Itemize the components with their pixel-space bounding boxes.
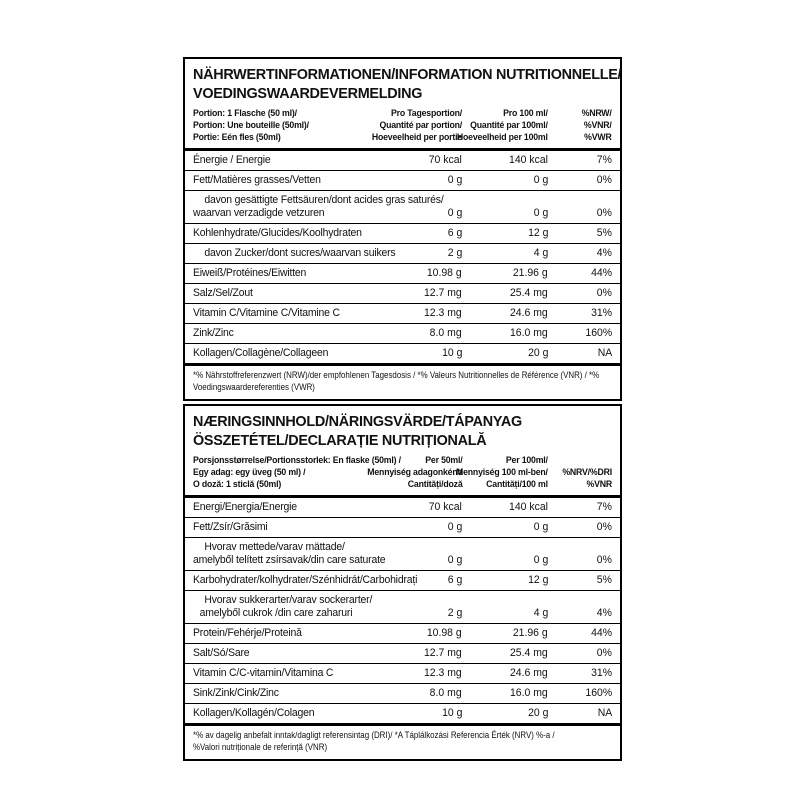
table1-title-line1: NÄHRWERTINFORMATIONEN/INFORMATION NUTRITIONNELLE/: [193, 66, 622, 83]
table-row-carbohydrate: Karbohydrater/kolhydrater/Szénhidrát/Carbohidrați 6 g 12 g 5%: [185, 570, 620, 590]
table2-per-50ml-header: Per 50ml/ Mennyiség adagonként/ Cantități/doză: [366, 455, 462, 490]
value-percent: 160%: [585, 327, 612, 339]
table-row-protein: Eiweiß/Protéines/Eiwitten 10.98 g 21.96 g 44%: [185, 263, 620, 283]
value-per-portion: 10.98 g: [427, 627, 462, 639]
value-per-100ml: 21.96 g: [513, 627, 548, 639]
table2-percent-header: %NRV/%DRI %VNR: [562, 467, 612, 490]
table2-per-100ml-header: Per 100ml/ Mennyiség 100 ml-ben/ Cantități/100 ml: [456, 455, 548, 490]
value-percent: 44%: [591, 267, 612, 279]
table-row-collagen: Kollagen/Collagène/Collageen 10 g 20 g NA: [185, 343, 620, 363]
table-row-saturated-fat: davon gesättigte Fettsäuren/dont acides gras saturés/ waarvan verzadigde vetzuren 0 g 0 g 0%: [185, 190, 620, 223]
value-per-100ml: 0 g: [533, 521, 548, 533]
value-percent: 0%: [596, 521, 612, 533]
value-percent: 31%: [591, 307, 612, 319]
table2-serving-size-header: Porsjonsstørrelse/Portionsstorlek: En flaske (50ml) / Egy adag: egy üveg (50 ml) / O doză: 1 sticlă (50ml): [193, 455, 401, 490]
table-row-sugars: davon Zucker/dont sucres/waarvan suikers 2 g 4 g 4%: [185, 243, 620, 263]
value-per-portion: 12.7 mg: [424, 287, 462, 299]
table2-footnote: *% av dagelig anbefalt inntak/dagligt referensintag (DRI)/ *A Táplálkozási Referencia Érték (NRV) %-a / %Valori nutriționale de referință (VNR): [193, 730, 555, 752]
value-per-100ml: 4 g: [533, 607, 548, 619]
value-per-100ml: 16.0 mg: [510, 327, 548, 339]
table2-title-line2: ÖSSZETÉTEL/DECLARAȚIE NUTRIȚIONALĂ: [193, 432, 487, 449]
value-per-100ml: 20 g: [527, 347, 548, 359]
table-row-energy: Energi/Energia/Energie 70 kcal 140 kcal 7%: [193, 501, 612, 513]
value-percent: 0%: [596, 174, 612, 186]
value-per-portion: 70 kcal: [428, 501, 462, 513]
value-per-100ml: 12 g: [527, 227, 548, 239]
value-per-portion: 12.3 mg: [424, 307, 462, 319]
table-row-salt: Salt/Só/Sare 12.7 mg 25.4 mg 0%: [185, 643, 620, 663]
value-per-100ml: 25.4 mg: [510, 647, 548, 659]
value-per-100ml: 21.96 g: [513, 267, 548, 279]
table-row-vitamin-c: Vitamin C/C-vitamin/Vitamina C 12.3 mg 24.6 mg 31%: [185, 663, 620, 683]
table-row-sugars: Hvorav sukkerarter/varav sockerarter/ amelyből cukrok /din care zaharuri 2 g 4 g 4%: [185, 590, 620, 623]
value-per-portion: 0 g: [447, 521, 462, 533]
value-per-portion: 0 g: [447, 174, 462, 186]
value-percent: NA: [597, 347, 612, 359]
nutrition-table-de-fr-nl: [183, 57, 622, 401]
value-percent: NA: [597, 707, 612, 719]
table1-per-100ml-header: Pro 100 ml/ Quantité par 100ml/ Hoeveelheid per 100ml: [457, 108, 548, 143]
table-row-collagen: Kollagen/Kollagén/Colagen 10 g 20 g NA: [185, 703, 620, 723]
value-per-portion: 12.3 mg: [424, 667, 462, 679]
value-per-100ml: 24.6 mg: [510, 667, 548, 679]
value-per-portion: 8.0 mg: [430, 327, 462, 339]
table-row-vitamin-c: Vitamin C/Vitamine C/Vitamine C 12.3 mg 24.6 mg 31%: [185, 303, 620, 323]
value-per-portion: 8.0 mg: [430, 687, 462, 699]
table1-serving-size-header: Portion: 1 Flasche (50 ml)/ Portion: Une bouteille (50ml)/ Portie: Eén fles (50ml): [193, 108, 309, 143]
table1-percent-header: %NRW/ %VNR/ %VWR: [581, 108, 612, 143]
nutrition-table-no-sv-hu-ro: [183, 404, 622, 761]
value-percent: 160%: [585, 687, 612, 699]
table-row-zinc: Sink/Zink/Cink/Zinc 8.0 mg 16.0 mg 160%: [185, 683, 620, 703]
table-row-zinc: Zink/Zinc 8.0 mg 16.0 mg 160%: [185, 323, 620, 343]
value-per-portion: 6 g: [447, 574, 462, 586]
value-percent: 0%: [596, 647, 612, 659]
value-per-portion: 70 kcal: [428, 154, 462, 166]
value-per-100ml: 140 kcal: [509, 501, 548, 513]
value-per-portion: 10 g: [441, 347, 462, 359]
table-row-fat: Fett/Zsír/Grăsimi 0 g 0 g 0%: [185, 517, 620, 537]
table2-title: [193, 406, 612, 453]
table1-column-headers: [193, 106, 612, 148]
value-per-100ml: 16.0 mg: [510, 687, 548, 699]
value-per-portion: 6 g: [447, 227, 462, 239]
value-percent: 0%: [596, 207, 612, 219]
nutrition-label-sheet: [183, 57, 622, 761]
table-row-fat: Fett/Matières grasses/Vetten 0 g 0 g 0%: [185, 170, 620, 190]
value-per-portion: 0 g: [447, 207, 462, 219]
value-per-portion: 2 g: [447, 247, 462, 259]
value-per-100ml: 140 kcal: [509, 154, 548, 166]
value-per-100ml: 0 g: [533, 207, 548, 219]
value-percent: 4%: [596, 607, 612, 619]
value-percent: 44%: [591, 627, 612, 639]
value-per-portion: 12.7 mg: [424, 647, 462, 659]
table1-per-portion-header: Pro Tagesportion/ Quantité par portion/ Hoeveelheid per portie: [371, 108, 462, 143]
value-per-100ml: 25.4 mg: [510, 287, 548, 299]
value-per-100ml: 0 g: [533, 174, 548, 186]
table2-column-headers: [193, 453, 612, 495]
value-per-100ml: 12 g: [527, 574, 548, 586]
table1-title: [193, 59, 622, 106]
value-percent: 31%: [591, 667, 612, 679]
table2-title-line1: NÆRINGSINNHOLD/NÄRINGSVÄRDE/TÁPANYAG: [193, 413, 522, 430]
value-percent: 0%: [596, 287, 612, 299]
value-percent: 5%: [596, 574, 612, 586]
table-row-energy: Énergie / Energie 70 kcal 140 kcal 7%: [193, 154, 612, 166]
table-row-protein: Protein/Fehérje/Proteină 10.98 g 21.96 g 44%: [185, 623, 620, 643]
value-per-portion: 10.98 g: [427, 267, 462, 279]
table-row-saturated-fat: Hvorav mettede/varav mättade/ amelyből telített zsírsavak/din care saturate 0 g 0 g 0%: [185, 537, 620, 570]
value-per-100ml: 0 g: [533, 554, 548, 566]
value-per-100ml: 4 g: [533, 247, 548, 259]
value-percent: 4%: [596, 247, 612, 259]
value-per-100ml: 24.6 mg: [510, 307, 548, 319]
value-per-100ml: 20 g: [527, 707, 548, 719]
value-per-portion: 0 g: [447, 554, 462, 566]
value-percent: 0%: [596, 554, 612, 566]
value-percent: 7%: [596, 154, 612, 166]
table1-footnote: *% Nährstoffreferenzwert (NRW)/der empfohlenen Tagesdosis / *% Valeurs Nutritionnelles de Référence (VNR) / *% Voedingswaardereferenties (VWR): [193, 370, 600, 392]
table1-title-line2: VOEDINGSWAARDEVERMELDING: [193, 85, 423, 102]
value-per-portion: 2 g: [447, 607, 462, 619]
value-per-portion: 10 g: [441, 707, 462, 719]
table-row-carbohydrate: Kohlenhydrate/Glucides/Koolhydraten 6 g 12 g 5%: [185, 223, 620, 243]
value-percent: 7%: [596, 501, 612, 513]
table-row-salt: Salz/Sel/Zout 12.7 mg 25.4 mg 0%: [185, 283, 620, 303]
value-percent: 5%: [596, 227, 612, 239]
